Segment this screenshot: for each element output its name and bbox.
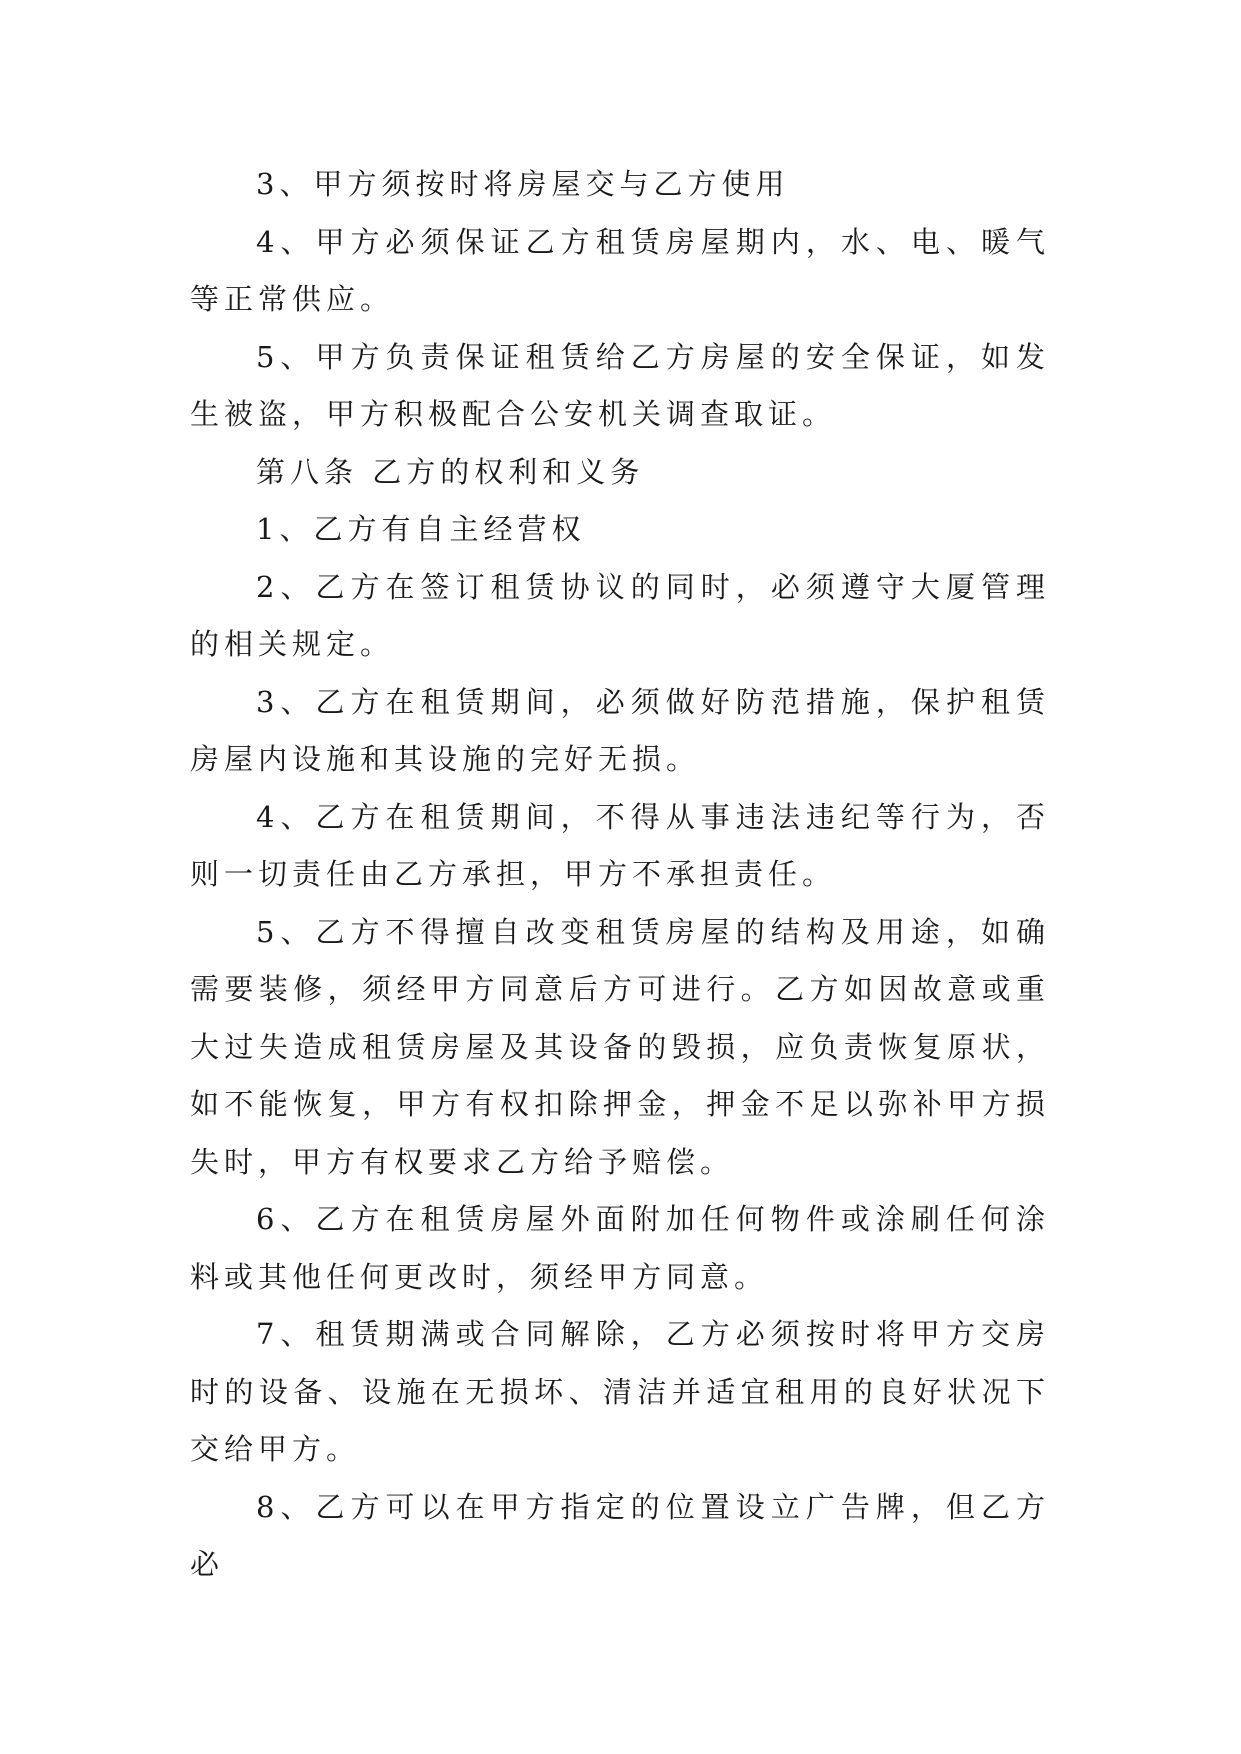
- clause-7-item-3: 3、甲方须按时将房屋交与乙方使用: [256, 167, 790, 201]
- clause-8-item-3: 3、乙方在租赁期间，必须做好防范措施，保护租赁房屋内设施和其设施的完好无损。: [190, 684, 1050, 776]
- clause-8-item-8: 8、乙方可以在甲方指定的位置设立广告牌，但乙方必: [190, 1489, 1050, 1581]
- clause-8-heading: 第八条 乙方的权利和义务: [256, 454, 645, 489]
- clause-8-item-4: 4、乙方在租赁期间，不得从事违法违纪等行为，否则一切责任由乙方承担，甲方不承担责任。: [190, 799, 1050, 891]
- clause-8-item-5: 5、乙方不得擅自改变租赁房屋的结构及用途，如确需要装修，须经甲方同意后方可进行。乙方如因故意或重大过失造成租赁房屋及其设备的毁损，应负责恢复原状，如不能恢复，甲方有权扣除押金，押金不足以弥补甲方损失时，甲方有权要求乙方给予赔偿。: [190, 914, 1050, 1179]
- document-body: [190, 156, 1050, 1594]
- clause-8-item-2: 2、乙方在签订租赁协议的同时，必须遵守大厦管理的相关规定。: [190, 569, 1050, 661]
- clause-8-item-7: 7、租赁期满或合同解除，乙方必须按时将甲方交房时的设备、设施在无损坏、清洁并适宜租用的良好状况下交给甲方。: [190, 1317, 1050, 1466]
- clause-7-item-5: 5、甲方负责保证租赁给乙方房屋的安全保证，如发生被盗，甲方积极配合公安机关调查取证。: [190, 339, 1050, 431]
- clause-8-item-6: 6、乙方在租赁房屋外面附加任何物件或涂刷任何涂料或其他任何更改时，须经甲方同意。: [190, 1202, 1050, 1294]
- clause-7-item-4: 4、甲方必须保证乙方租赁房屋期内，水、电、暖气等正常供应。: [190, 224, 1050, 316]
- clause-8-item-1: 1、乙方有自主经营权: [256, 512, 586, 546]
